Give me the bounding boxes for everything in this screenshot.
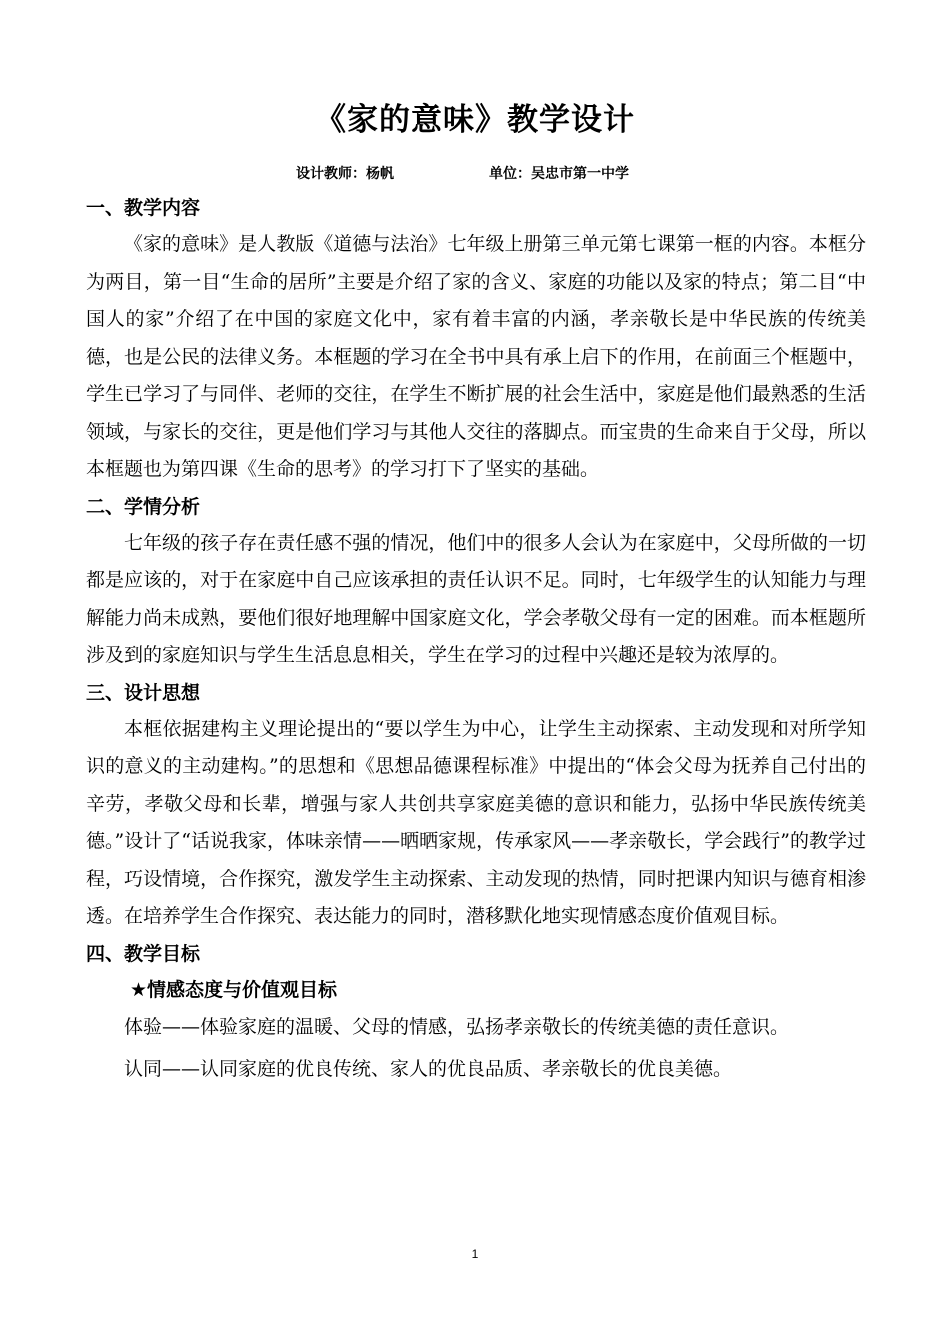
paragraph-objective-experience: 体验——体验家庭的温暖、父母的情感，弘扬孝亲敬长的传统美德的责任意识。 bbox=[124, 1015, 790, 1038]
paragraph-design-thinking: 本框依据建构主义理论提出的“要以学生为中心，让学生主动探索、主动发现和对所学知识的意义的主动建构。”的思想和《思想品德课程标准》中提出的“体会父母为抚养自己付出的辛劳，孝敬父母和长辈，增强与家人共创共享家庭美德的意识和能力，弘扬中华民族传统美德。”设计了“话说我家，体味亲情——晒晒家规，传承家风——孝亲敬长，学会践行”的教学过程，巧设情境，合作探究，激发学生主动探索、主动发现的热情，同时把课内知识与德育相渗透。在培养学生合作探究、表达能力的同时，潜移默化地实现情感态度价值观目标。 bbox=[86, 717, 866, 927]
subheading-emotion-values-objective: ★情感态度与价值观目标 bbox=[130, 978, 338, 1001]
school-unit: 单位：吴忠市第一中学 bbox=[489, 166, 629, 182]
designer-teacher: 设计教师：杨帆 bbox=[296, 166, 394, 182]
byline bbox=[0, 162, 950, 186]
section-heading-design-thinking: 三、设计思想 bbox=[86, 681, 201, 704]
document-title: 《家的意味》教学设计 bbox=[315, 102, 635, 138]
document-body bbox=[86, 190, 866, 1089]
page-number: 1 bbox=[471, 1247, 479, 1261]
paragraph-learner-analysis: 七年级的孩子存在责任感不强的情况，他们中的很多人会认为在家庭中，父母所做的一切都是应该的，对于在家庭中自己应该承担的责任认识不足。同时，七年级学生的认知能力与理解能力尚未成熟，要他们很好地理解中国家庭文化，学会孝敬父母有一定的困难。而本框题所涉及到的家庭知识与学生生活息息相关，学生在学习的过程中兴趣还是较为浓厚的。 bbox=[86, 531, 866, 666]
section-heading-teaching-objectives: 四、教学目标 bbox=[86, 942, 201, 965]
section-heading-learner-analysis: 二、学情分析 bbox=[86, 495, 201, 518]
section-heading-teaching-content: 一、教学内容 bbox=[86, 197, 201, 219]
paragraph-objective-identify: 认同——认同家庭的优良传统、家人的优良品质、孝亲敬长的优良美德。 bbox=[124, 1058, 733, 1080]
paragraph-teaching-content: 《家的意味》是人教版《道德与法治》七年级上册第三单元第七课第一框的内容。本框分为两目，第一目“生命的居所”主要是介绍了家的含义、家庭的功能以及家的特点；第二目“中国人的家”介绍了在中国的家庭文化中，家有着丰富的内涵，孝亲敬长是中华民族的传统美德，也是公民的法律义务。本框题的学习在全书中具有承上启下的作用，在前面三个框题中，学生已学习了与同伴、老师的交往，在学生不断扩展的社会生活中，家庭是他们最熟悉的生活领域，与家长的交往，更是他们学习与其他人交往的落脚点。而宝贵的生命来自于父母，所以本框题也为第四课《生命的思考》的学习打下了坚实的基础。 bbox=[86, 233, 866, 480]
